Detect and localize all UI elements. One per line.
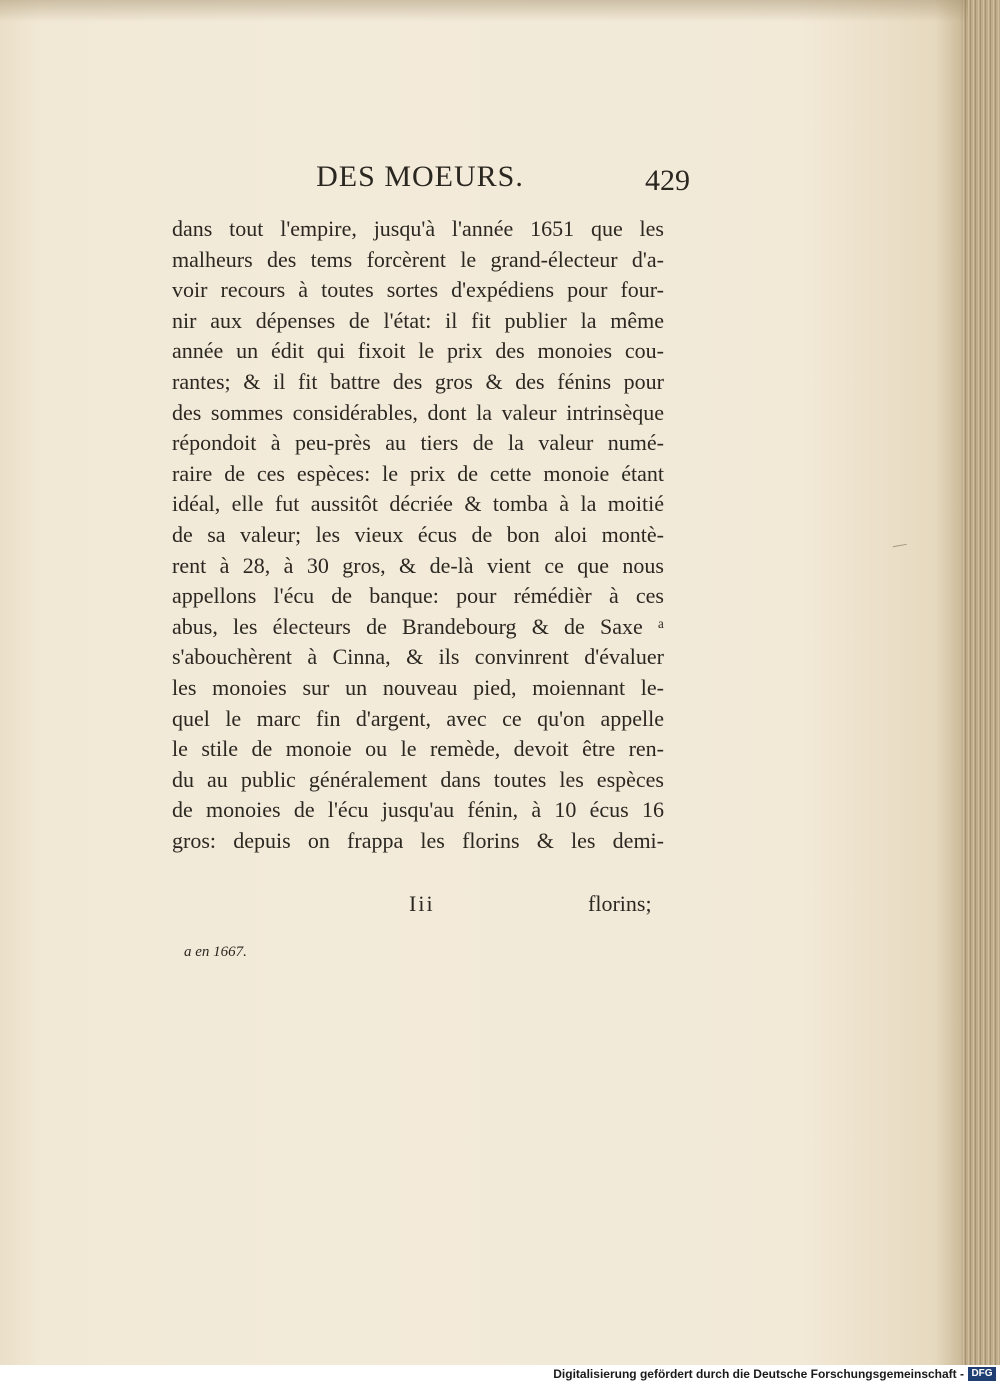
page-top-shadow (0, 0, 968, 22)
text-line: de monoies de l'écu jusqu'au fénin, à 10 écus 16 (172, 797, 664, 823)
text-line: rent à 28, à 30 gros, & de-là vient ce que nous (172, 552, 664, 578)
text-line: le stile de monoie ou le remède, devoit être ren- (172, 736, 664, 762)
text-line: s'abouchèrent à Cinna, & ils convinrent d'évaluer (172, 644, 664, 670)
text-line: dans tout l'empire, jusqu'à l'année 1651 que les (172, 216, 664, 241)
running-header (0, 160, 968, 210)
text-line: les monoies sur un nouveau pied, moiennant le- (172, 674, 664, 700)
text-line: idéal, elle fut aussitôt décriée & tomba à la moitié (172, 491, 664, 517)
page-number: 429 (645, 164, 690, 197)
text-line: voir recours à toutes sortes d'expédiens pour four- (172, 277, 664, 303)
text-line: de sa valeur; les vieux écus de bon aloi montè- (172, 521, 664, 547)
text-line: malheurs des tems forcèrent le grand-électeur d'a- (172, 246, 664, 272)
digitization-footer (0, 1365, 1000, 1385)
text-line: gros: depuis on frappa les florins & les demi- (172, 827, 664, 853)
text-line: du au public généralement dans toutes les espèces (172, 766, 664, 792)
text-line: nir aux dépenses de l'état: il fit publier la même (172, 307, 664, 333)
running-title: DES MOEURS. (316, 160, 524, 193)
text-line: des sommes considérables, dont la valeur intrinsèque (172, 399, 664, 425)
text-line: répondoit à peu-près au tiers de la valeur numé- (172, 430, 664, 456)
text-line: appellons l'écu de banque: pour rémédièr à ces (172, 583, 664, 609)
text-line: rantes; & il fit battre des gros & des fénins pour (172, 368, 664, 394)
text-line: année un édit qui fixoit le prix des monoies cou- (172, 338, 664, 364)
footnote: a en 1667. (184, 944, 247, 960)
text-line: abus, les électeurs de Brandebourg & de Saxe ᵃ (172, 613, 664, 639)
dfg-logo: DFG (968, 1367, 996, 1381)
text-line: raire de ces espèces: le prix de cette monoie étant (172, 460, 664, 486)
signature-mark: Iii (409, 891, 435, 916)
body-text (172, 214, 664, 856)
catchword: florins; (588, 891, 652, 916)
funding-credit: Digitalisierung gefördert durch die Deutsche Forschungsgemeinschaft - (553, 1367, 964, 1381)
text-line: quel le marc fin d'argent, avec ce qu'on appelle (172, 705, 664, 731)
